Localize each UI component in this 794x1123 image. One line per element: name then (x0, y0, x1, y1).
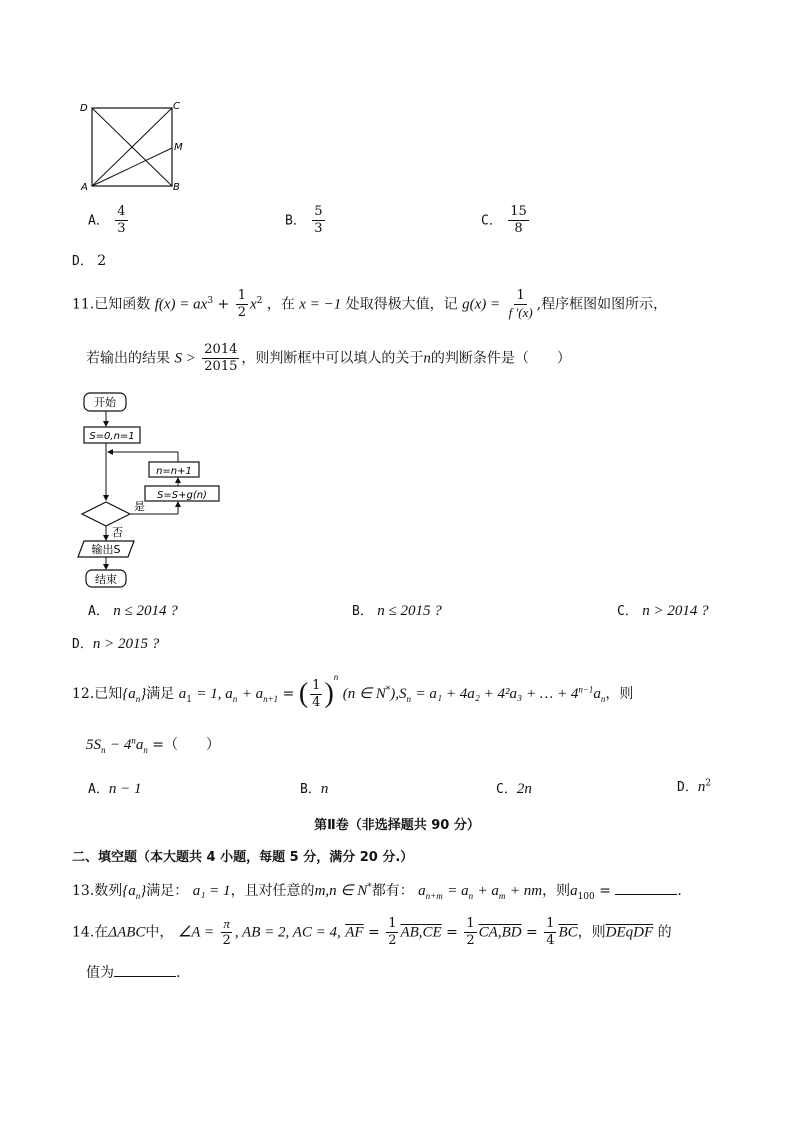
label-m: M (174, 142, 183, 153)
q14-answer-blank[interactable] (114, 964, 176, 977)
q10-option-b[interactable]: B． $\frac{5}{3}$ (285, 204, 323, 236)
flow-init-label: S=0,n=1 (89, 431, 135, 442)
q12-stem-line1: 12.已知$\{a_n\}$满足 $a_1 = 1$, $a_n + a_{n+1}$ = ( $\frac{1}{4}$ )$^n$ (n ∈ $N^*),S_n = a_1 + 4a_2 + 4^2a_3$ + … + $4^{n-1}a_n$，则 (72, 672, 634, 710)
flowchart (72, 390, 232, 590)
flow-acc-label: S=S+g(n) (157, 490, 207, 501)
q10-option-a[interactable]: A． $\frac{4}{3}$ (88, 204, 126, 236)
q11-option-b[interactable]: B． n ≤ 2015 ? (352, 603, 442, 619)
q11-stem-line2: 若输出的结果 S > $\frac{2014}{2015}$ ，则判断框中可以填人的关于n的判断条件是（ ） (86, 342, 571, 374)
q11-stem-line1: 11.已知函数 $f(x) = ax^3$ + $\frac{1}{2}$ $x^2$ ，在 x = −1 处取得极大值，记 g(x) = $\frac{1}{f '(x)}$ ,程序框图如图所示， (72, 288, 668, 320)
q12-option-d[interactable]: D．$n^2$ (677, 778, 712, 795)
segment-am (92, 148, 172, 186)
q13-stem: 13.数列$\{a_n\}$满足： a₁ = 1，且对任意的m,n ∈ N*都有： $a_{n+m} = a_n + a_m$ + nm，则$a_{100}$ = . (72, 882, 682, 902)
q10-option-d[interactable]: D． 2 (72, 253, 107, 269)
q12-stem-line2: $5S_n - 4^na_n$ =（ ） (86, 735, 221, 755)
q12-option-a[interactable]: A．n − 1 (88, 781, 142, 797)
label-c: C (173, 101, 180, 112)
label-b: B (173, 182, 180, 193)
q13-answer-blank[interactable] (615, 882, 677, 895)
q14-stem-line1: 14.在ΔABC中， ∠A = $\frac{\pi}{2}$ , AB = 2, AC = 4, $\overline{AF}$ = $\frac{1}{2}$ $AB,\overline{CE}$ = $\frac{1}{2}$ $CA,\overline{BD}$ = $\frac{1}{4}$ $\overline{BC}$，则DEqDF 的 (72, 916, 672, 948)
label-a: A (81, 182, 88, 193)
section-heading: 二、填空题（本大题共 4 小题，每题 5 分，满分 20 分.） (72, 850, 414, 865)
q12-option-b[interactable]: B．n (300, 781, 329, 797)
label-d: D (80, 103, 88, 114)
square-diagram (78, 98, 188, 194)
flow-decision-node (82, 502, 130, 526)
q11-option-a[interactable]: A． n ≤ 2014 ? (88, 603, 178, 619)
flow-inc-label: n=n+1 (156, 466, 192, 477)
q14-stem-line2: 值为 . (86, 965, 181, 981)
flow-end-label: 结束 (95, 573, 117, 586)
q12-option-c[interactable]: C．2n (496, 781, 532, 797)
flow-start-label: 开始 (94, 396, 116, 409)
flow-output-label: 输出S (91, 543, 121, 556)
q10-option-c[interactable]: C． $\frac{15}{8}$ (481, 204, 527, 236)
q11-option-d[interactable]: D．n > 2015 ? (72, 636, 160, 652)
section-title: 第Ⅱ卷（非选择题共 90 分） (314, 818, 480, 833)
q11-option-c[interactable]: C． n > 2014 ? (617, 603, 709, 619)
flow-yes-label: 是 (134, 500, 145, 513)
flow-no-label: 否 (112, 526, 123, 539)
